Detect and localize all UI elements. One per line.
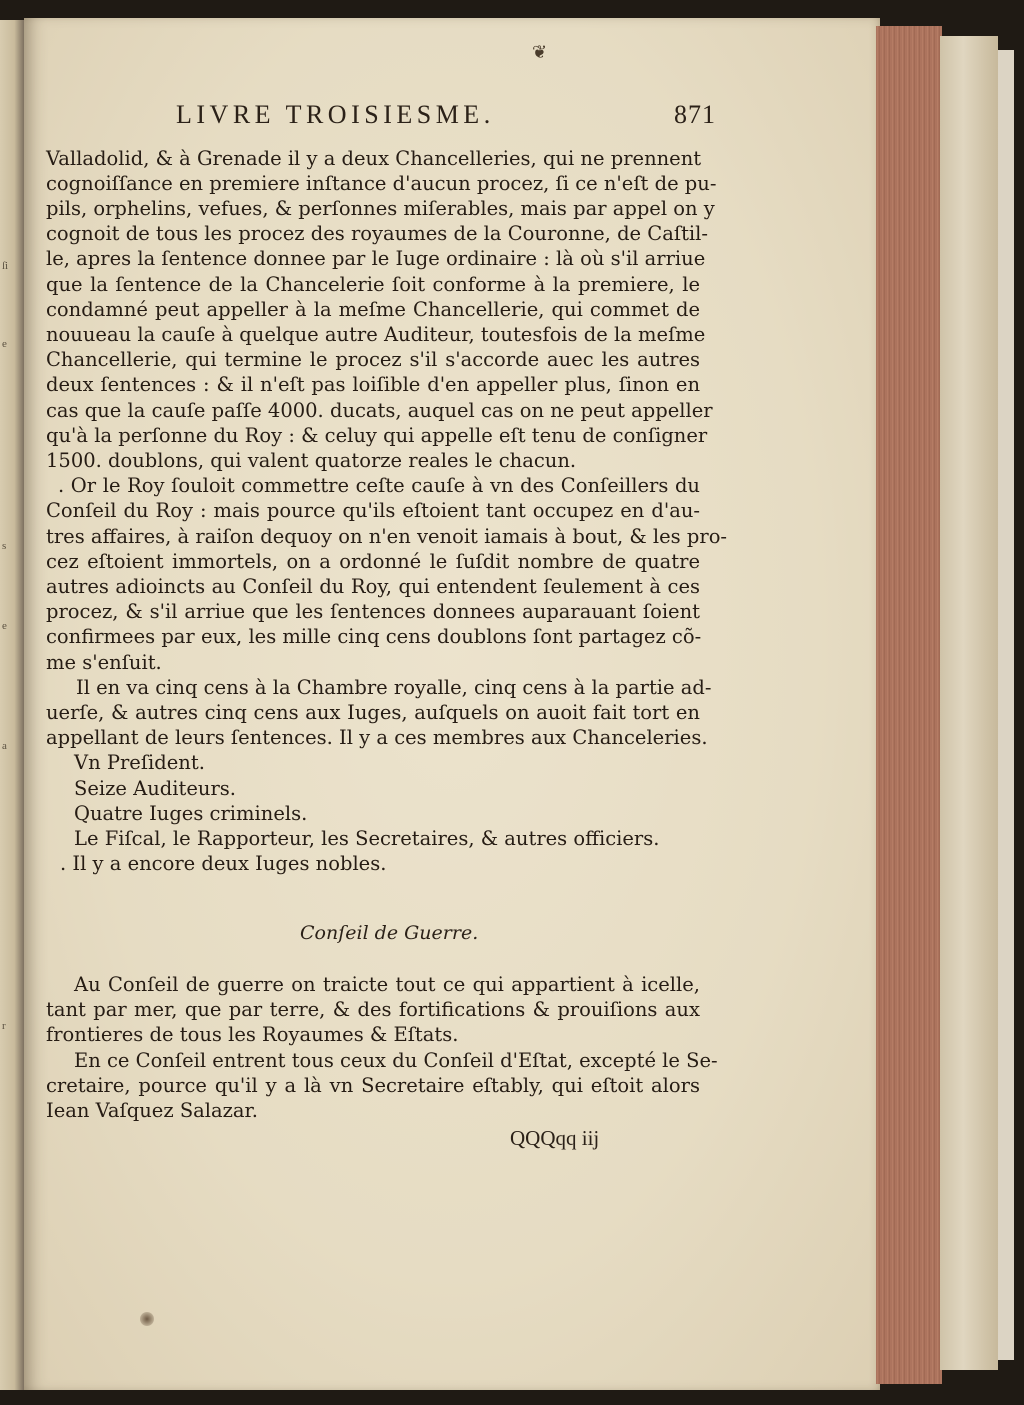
running-header: [176, 100, 716, 136]
text-line: procez, & s'il arriue que les ſentences donnees auparauant ſoient: [46, 600, 700, 623]
text-line: Le Fiſcal, le Rapporteur, les Secretaires, & autres officiers.: [74, 827, 660, 850]
text-line: tres affaires, à raiſon dequoy on n'en venoit iamais à bout, & les pro-: [46, 525, 728, 548]
section-heading: Conſeil de Guerre.: [300, 922, 479, 944]
ornament-mark: ❦: [532, 42, 548, 63]
text-line: pils, orphelins, vefues, & perſonnes miſerables, mais par appel on y: [46, 197, 715, 220]
text-line: cognoiſſance en premiere inſtance d'aucun procez, ſi ce n'eſt de pu-: [46, 172, 717, 195]
facing-page-mark: ſi: [2, 260, 9, 272]
text-line: appellant de leurs ſentences. Il y a ces membres aux Chanceleries.: [46, 726, 708, 749]
text-line: 1500. doublons, qui valent quatorze reales le chacun.: [46, 449, 577, 472]
text-line: qu'à la perſonne du Roy : & celuy qui appelle eſt tenu de conſigner: [46, 424, 708, 447]
facing-page-mark: r: [2, 1020, 6, 1032]
text-line: Iean Vaſquez Salazar.: [46, 1099, 258, 1122]
text-line: le, apres la ſentence donnee par le Iuge ordinaire : là où s'il arriue: [46, 247, 706, 270]
book-cover-edge: [940, 36, 998, 1370]
text-line: frontieres de tous les Royaumes & Eſtats.: [46, 1023, 459, 1046]
text-line: En ce Conſeil entrent tous ceux du Conſeil d'Eſtat, excepté le Se-: [74, 1049, 718, 1072]
facing-page-mark: s: [2, 540, 7, 552]
text-line: Chancellerie, qui termine le procez s'il s'accorde auec les autres: [46, 348, 700, 371]
running-title: LIVRE TROISIESME.: [176, 100, 495, 129]
text-line: Seize Auditeurs.: [74, 777, 236, 800]
text-line: que la ſentence de la Chancelerie ſoit conforme à la premiere, le: [46, 273, 700, 296]
text-line: . Il y a encore deux Iuges nobles.: [60, 852, 387, 875]
text-line: cas que la cauſe paſſe 4000. ducats, auquel cas on ne peut appeller: [46, 399, 713, 422]
text-line: me s'enſuit.: [46, 651, 162, 674]
text-line: Vn Preſident.: [74, 751, 205, 774]
text-line: nouueau la cauſe à quelque autre Auditeur, toutesfois de la meſme: [46, 323, 706, 346]
text-line: tant par mer, que par terre, & des fortifications & prouiſions aux: [46, 998, 700, 1021]
text-line: cognoit de tous les procez des royaumes de la Couronne, de Caſtil-: [46, 222, 708, 245]
text-line: confirmees par eux, les mille cinq cens doublons ſont partagez cõ-: [46, 625, 702, 648]
text-line: uerſe, & autres cinq cens aux Iuges, auſquels on auoit fait tort en: [46, 701, 700, 724]
text-line: cretaire, pource qu'il y a là vn Secretaire eſtably, qui eſtoit alors: [46, 1074, 700, 1097]
text-line: cez eſtoient immortels, on a ordonné le ſuſdit nombre de quatre: [46, 550, 700, 573]
facing-page-mark: a: [2, 740, 7, 752]
page-number: 871: [674, 100, 716, 129]
text-line: autres adioincts au Conſeil du Roy, qui entendent ſeulement à ces: [46, 575, 700, 598]
text-line: condamné peut appeller à la meſme Chancellerie, qui commet de: [46, 298, 700, 321]
facing-page-mark: e: [2, 338, 7, 350]
text-line: Au Conſeil de guerre on traicte tout ce qui appartient à icelle,: [74, 973, 700, 996]
facing-page-edge: [0, 20, 24, 1390]
text-line: Valladolid, & à Grenade il y a deux Chancelleries, qui ne prennent: [46, 147, 702, 170]
text-line: Quatre Iuges criminels.: [74, 802, 308, 825]
signature-mark: QQQqq iij: [510, 1126, 600, 1150]
text-line: deux ſentences : & il n'eſt pas loiſible d'en appeller plus, ſinon en: [46, 373, 700, 396]
page-block-edge: [876, 26, 942, 1384]
text-line: . Or le Roy ſouloit commettre ceſte cauſe à vn des Conſeillers du: [58, 474, 700, 497]
text-line: Conſeil du Roy : mais pource qu'ils eſtoient tant occupez en d'au-: [46, 499, 700, 522]
facing-page-mark: e: [2, 620, 7, 632]
ink-stain: [140, 1312, 154, 1326]
text-line: Il en va cinq cens à la Chambre royalle, cinq cens à la partie ad-: [76, 676, 712, 699]
background-edge: [998, 50, 1014, 1360]
